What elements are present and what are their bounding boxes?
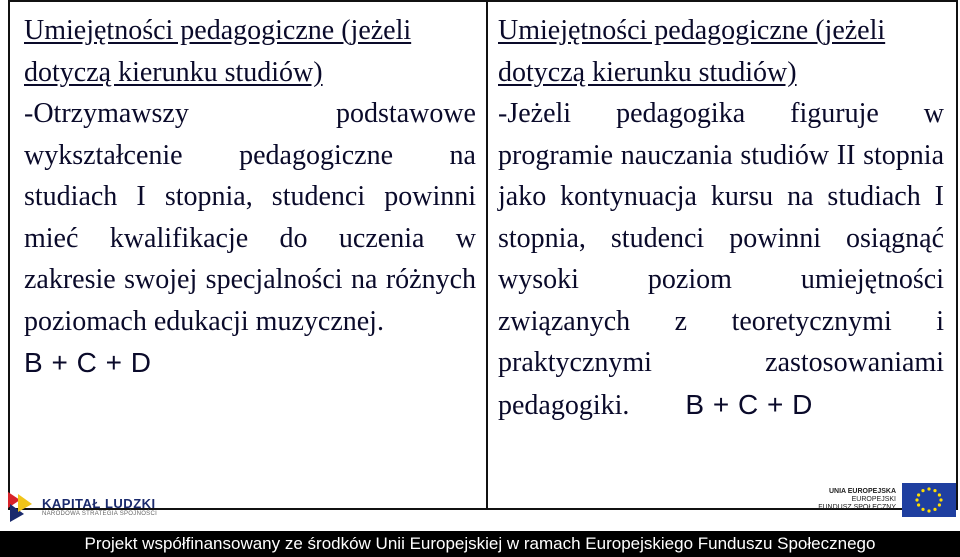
kapital-ludzki-subtitle: NARODOWA STRATEGIA SPÓJNOŚCI [42, 510, 158, 517]
right-body-text: -Jeżeli pedagogika figuruje w programie nauczania studiów II stopnia jako kontynuacja kursu na studiach I stopnia, studenci powinni osiągnąć wysoki poziom umiejętności związanych z teoretycznymi i praktycznymi zastosowaniami pedagogiki. [498, 98, 944, 421]
footer-text: Projekt współfinansowany ze środków Unii Europejskiej w ramach Europejskiego Funduszu Społecznego [84, 534, 876, 553]
eu-flag-icon [902, 483, 956, 517]
eu-line-1: UNIA EUROPEJSKA [828, 488, 896, 495]
eu-line-2: EUROPEJSKI [851, 496, 896, 503]
kapital-ludzki-mark-icon [6, 490, 34, 522]
right-formula: B + C + D [685, 388, 813, 420]
right-cell [488, 2, 956, 508]
content-table [8, 0, 958, 510]
left-formula: B + C + D [24, 347, 152, 378]
left-cell [10, 2, 488, 508]
kapital-ludzki-title: KAPITAŁ LUDZKI [42, 495, 156, 511]
eu-logo [816, 480, 956, 520]
left-heading: Umiejętności pedagogiczne (jeżeli dotyczą kierunku studiów) [24, 15, 412, 88]
eu-line-3: FUNDUSZ SPOŁECZNY [818, 504, 896, 511]
right-body [498, 93, 944, 426]
left-body-text: -Otrzymawszy podstawowe wykształcenie pedagogiczne na studiach I stopnia, studenci powinni mieć kwalifikacje do uczenia w zakresie swojej specjalności na różnych poziomach edukacji muzycznej. [24, 98, 476, 337]
right-heading: Umiejętności pedagogiczne (jeżeli dotyczą kierunku studiów) [498, 15, 886, 88]
footer-bar [0, 531, 960, 557]
left-body [24, 93, 476, 342]
kapital-ludzki-logo [6, 486, 176, 526]
